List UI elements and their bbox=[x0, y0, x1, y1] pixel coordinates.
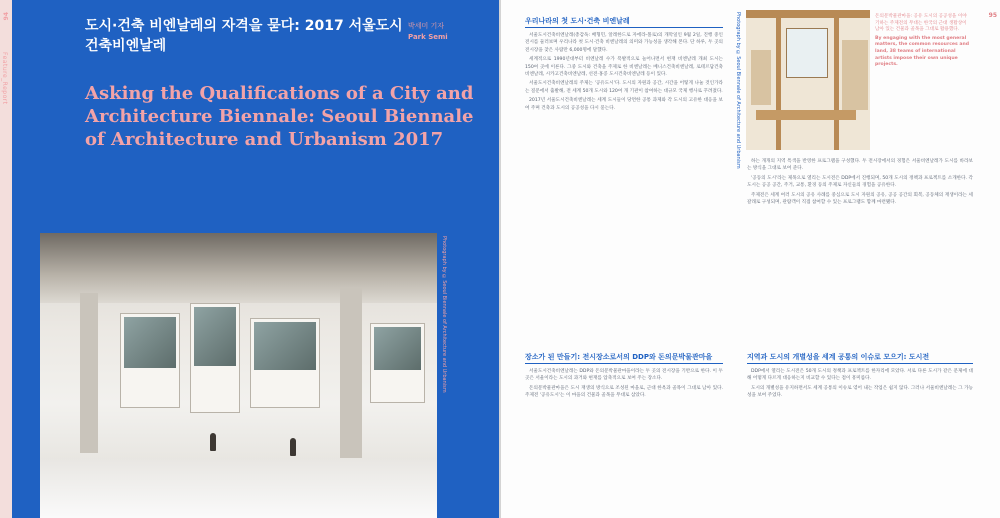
caption-korean: 돈의문박물관마을: 공유 도시의 공공성을 이야기하는 주제전의 무대는 한국의 근대 생활상이 남아 있는 건물과 골목을 그대로 활용했다. bbox=[875, 14, 967, 33]
paragraph: 주제전은 세계 여러 도시의 공유 사례를 중심으로 도시 자원의 공유, 공공 공간의 회복, 공동체의 재생이라는 세 갈래로 구성되며, 관람객이 직접 참여할 수 있는 프로그램도 함께 마련됐다. bbox=[747, 192, 973, 206]
title-english: Asking the Qualifications of a City and Architecture Biennale: Seoul Biennale of Architecture and Urbanism 2017 bbox=[85, 83, 474, 150]
paragraph: 2017년 서울도시건축비엔날레는 세계 도시들이 당면한 공통 과제와 각 도시의 고유한 대응을 보여 주며 건축과 도시의 공공성을 다시 묻는다. bbox=[525, 98, 723, 111]
photo-credit-left: Photograph by ©Seoul Biennale of Architecture and Urbanism bbox=[441, 236, 447, 393]
section-heading-2: 장소가 된 만들기: 전시장소로서의 DDP와 돈의문박물관마을 bbox=[525, 353, 713, 361]
paragraph: DDP에서 열리는 도시전은 50개 도시의 정책과 프로젝트를 한자리에 모았다. 서로 다른 도시가 같은 문제에 대해 어떻게 다르게 대응하는지 비교할 수 있다는 점이 흥미롭다. bbox=[747, 369, 973, 382]
paragraph: 하는 개개의 지역 특색을 반영한 프로그램을 구성했다. 두 전시장에서의 경험은 서울비엔날레가 도시를 바라보는 방식을 그대로 보여 준다. bbox=[747, 159, 973, 172]
exhibition-hall-photo bbox=[40, 233, 437, 518]
section-rule-3 bbox=[747, 363, 973, 364]
page-number-left: 94 bbox=[3, 12, 10, 21]
paragraph: 서울도시건축비엔날레(총감독: 배형민, 알레한드로 자에라-폴로)의 개막일인 9월 2일, 진행 중인 전시를 둘러보며 우리나라 첫 도시·건축 비엔날레의 의미와 가능성을 생각해 본다. 단 하루, 두 곳의 전시장을 찾은 사람만 6,000명에 달했다. bbox=[525, 33, 723, 53]
photo-credit-right: Photograph by ©Seoul Biennale of Architecture and Urbanism bbox=[735, 12, 741, 169]
body-column-1-bottom bbox=[525, 368, 723, 512]
title-korean: 도시·건축 비엔날레의 자격을 묻다: 2017 서울도시건축비엔날레 bbox=[85, 18, 403, 54]
paragraph: 서울도시건축비엔날레는 DDP와 돈의문박물관마을이라는 두 곳의 전시장을 기반으로 한다. 이 두 곳은 서울이라는 도시의 과거와 현재를 압축적으로 보여 주는 장소다. bbox=[525, 369, 723, 382]
right-page bbox=[501, 0, 1000, 518]
body-column-1-top bbox=[525, 32, 723, 340]
author-english: Park Semi bbox=[408, 33, 448, 41]
left-page bbox=[0, 0, 499, 518]
body-column-2-top bbox=[747, 158, 973, 338]
caption-english: By engaging with the most general matters, the common resources and land, 38 teams of international artists impose their own unique projects. bbox=[875, 35, 970, 68]
paragraph: 돈의문박물관마을은 도시 재생의 방식으로 조성된 마을로, 근대 한옥과 골목이 그대로 남아 있다. 주제전 '공유도시'는 이 마을의 건물과 골목을 무대로 삼았다. bbox=[525, 385, 723, 399]
section-tag: Feature_Report bbox=[1, 52, 8, 105]
paragraph: '공동의 도시'라는 제목으로 열리는 도시전은 DDP에서 진행되며, 50개 도시의 정책과 프로젝트를 소개한다. 각 도시는 공공 공간, 주거, 교통, 환경 등의 주제로 자신들의 경험을 공유한다. bbox=[747, 175, 973, 189]
section-heading-3: 지역과 도시의 개별성을 세계 공통의 이슈로 모으기: 도시전 bbox=[747, 353, 930, 361]
author-korean: 박세미 기자 bbox=[408, 22, 445, 30]
page-number-right: 95 bbox=[988, 12, 997, 19]
paragraph: 서울도시건축비엔날레의 주제는 '공유도시'다. 도시의 자원과 공간, 시간을 어떻게 나눌 것인가라는 질문에서 출발해, 전 세계 50개 도시와 120여 개 기관이 참여하는 대규모 국제 행사로 꾸려졌다. bbox=[525, 81, 723, 94]
paragraph: 도시의 개별성을 유지하면서도 세계 공통의 이슈로 엮어 내는 작업은 쉽지 않다. 그러나 서울비엔날레는 그 가능성을 보여 주었다. bbox=[747, 385, 973, 399]
body-column-2-bottom bbox=[747, 368, 973, 512]
section-rule-2 bbox=[525, 363, 723, 364]
section-heading-1: 우리나라의 첫 도시·건축 비엔날레 bbox=[525, 17, 630, 25]
photo-caption bbox=[875, 14, 971, 69]
section-rule-1 bbox=[525, 27, 723, 28]
museum-village-photo bbox=[746, 10, 870, 150]
paragraph: 세계적으로 1990년대부터 비엔날레 수가 폭발적으로 늘어나면서 현재 비엔날레 개최 도시는 150여 곳에 이른다. 그중 도시와 건축을 주제로 한 비엔날레는 베니스건축비엔날레, 로테르담건축비엔날레, 시카고건축비엔날레, 선전·홍콩 도시건축비엔날레 등이 있다. bbox=[525, 57, 723, 78]
